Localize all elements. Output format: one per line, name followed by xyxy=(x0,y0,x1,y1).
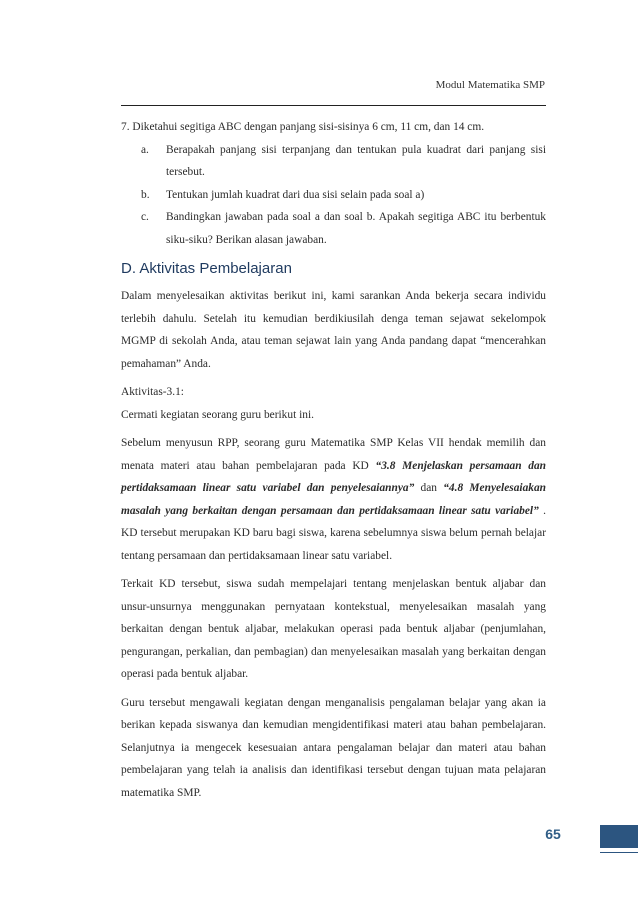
activity-label: Aktivitas-3.1: xyxy=(121,386,184,398)
paragraph-teacher-analysis: Guru tersebut mengawali kegiatan dengan menganalisis pengalaman belajar yang akan ia berikan kepada siswanya dan kemudian mengidentifikasi materi atau bahan pembelajaran. Selanjutnya ia mengecek kesesuaian antara pengalaman belajar dan materi atau bahan pembelajaran yang telah ia analisis dan identifikasi tersebut dengan tujuan mata pelajaran matematika SMP. xyxy=(121,696,546,799)
running-header: Modul Matematika SMP xyxy=(435,79,545,91)
item-label: a. xyxy=(141,143,149,156)
question-7: 7. Diketahui segitiga ABC dengan panjang sisi-sisinya 6 cm, 11 cm, dan 14 cm. xyxy=(121,121,485,133)
page-content xyxy=(121,116,546,804)
paragraph-kd xyxy=(121,432,546,567)
item-label: b. xyxy=(141,188,150,201)
kd-4-8: “4.8 Menyelesaiakan masalah yang berkaitan dengan persamaan dan pertidaksamaan linear satu variabel” xyxy=(121,482,546,517)
page-accent-rule xyxy=(600,852,638,853)
header-divider xyxy=(121,105,546,106)
item-text: Bandingkan jawaban pada soal a dan soal b. Apakah segitiga ABC itu berbentuk siku-siku? Berikan alasan jawaban. xyxy=(166,211,546,246)
paragraph-text: Sebelum menyusun RPP, seorang guru Matematika SMP Kelas VII hendak memilih dan menata materi atau bahan pembelajaran pada KD xyxy=(121,437,546,472)
activity-instruction: Cermati kegiatan seorang guru berikut ini. xyxy=(121,408,314,421)
page-number: 65 xyxy=(545,826,561,842)
section-intro: Dalam menyelesaikan aktivitas berikut ini, kami sarankan Anda bekerja secara individu terlebih dahulu. Setelah itu kemudian berdikiusilah denga teman sejawat sekelompok MGMP di sekolah Anda, atau teman sejawat lain yang Anda pandang dapat “mencerahkan pemahaman” Anda. xyxy=(121,290,546,370)
paragraph-text: . KD tersebut merupakan KD baru bagi siswa, karena sebelumnya siswa belum pernah belajar tentang persamaan dan pertidaksamaan linear satu variabel. xyxy=(121,504,546,562)
item-label: c. xyxy=(141,211,149,223)
paragraph-prior-knowledge: Terkait KD tersebut, siswa sudah mempelajari tentang menjelaskan bentuk aljabar dan unsur-unsurnya menggunakan pernyataan kontekstual, menyelesaikan masalah yang berkaitan dengan bentuk aljabar, melakukan operasi pada bentuk aljabar (penjumlahan, pengurangan, perkalian, dan pembagian) dan menyelesaikan masalah yang berkaitan dengan operasi pada bentuk aljabar. xyxy=(121,578,546,680)
question-7-item-a xyxy=(121,139,546,184)
item-text: Tentukan jumlah kuadrat dari dua sisi selain pada soal a) xyxy=(166,188,425,201)
question-7-item-b xyxy=(121,184,546,207)
section-heading: D. Aktivitas Pembelajaran xyxy=(121,260,292,277)
paragraph-text: dan xyxy=(414,482,444,494)
question-7-item-c xyxy=(121,206,546,251)
item-text: Berapakah panjang sisi terpanjang dan tentukan pula kuadrat dari panjang sisi tersebut. xyxy=(166,143,546,178)
page-accent-bar xyxy=(600,825,638,848)
kd-3-8: “3.8 Menjelaskan persamaan dan pertidaksamaan linear satu variabel dan penyelesaiannya” xyxy=(121,459,546,494)
